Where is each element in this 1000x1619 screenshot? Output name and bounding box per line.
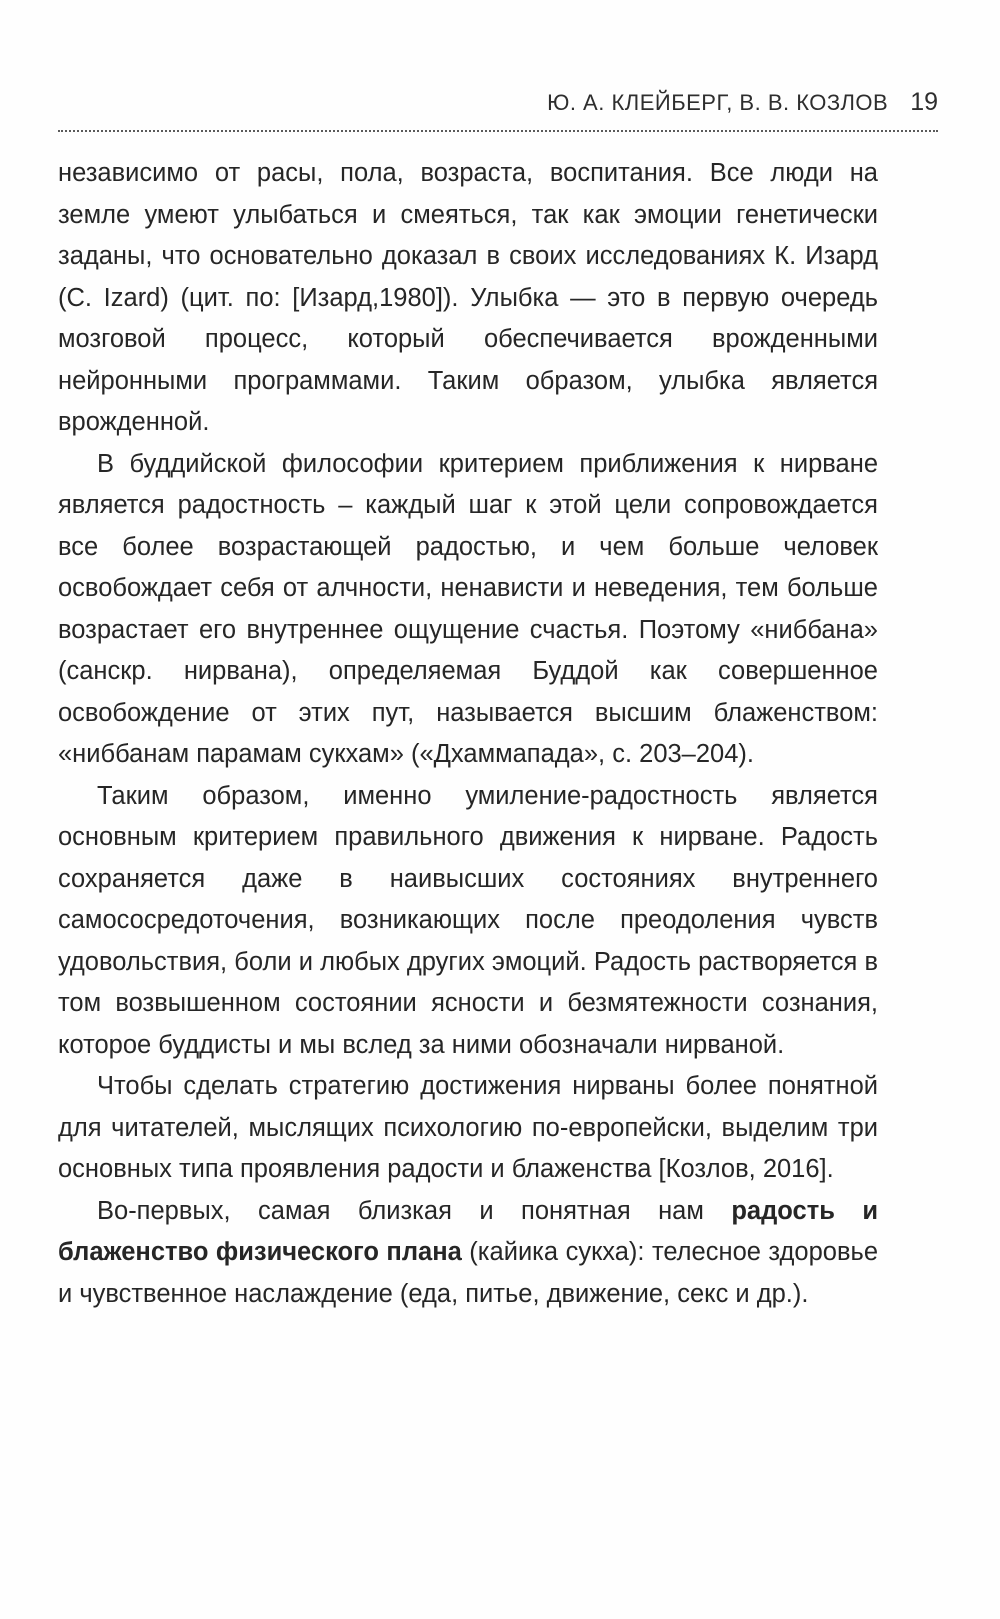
paragraph-physical-joy-emphasis: радость и блаженство физического плана: [58, 1196, 878, 1266]
page-number: 19: [910, 88, 938, 116]
paragraph-physical-joy-lead: Во-первых, самая близкая и понятная нам: [97, 1196, 732, 1225]
running-head-authors: Ю. А. КЛЕЙБЕРГ, В. В. КОЗЛОВ: [547, 90, 889, 115]
paragraph-physical-joy: [58, 1191, 878, 1316]
running-head: [58, 88, 938, 124]
paragraph-joy-criterion: Таким образом, именно умиление-радостность является основным критерием правильного движения к нирване. Радость сохраняется даже в наивысших состояниях внутреннего самососредоточения, возникающих после преодоления чувств удовольствия, боли и любых других эмоций. Радость растворяется в том возвышенном состоянии ясности и безмятежности сознания, которое буддисты и мы вслед за ними обозначали нирваной.: [58, 781, 878, 1059]
paragraph-continuation: независимо от расы, пола, возраста, воспитания. Все люди на земле умеют улыбаться и смеяться, так как эмоции генетически заданы, что основательно доказал в своих исследованиях К. Изард (C. Izard) (цит. по: [Изард,1980]). Улыбка — это в первую очередь мозговой процесс, который обеспечивается врожденными нейронными программами. Таким образом, улыбка является врожденной.: [58, 159, 878, 436]
paragraph-three-types: Чтобы сделать стратегию достижения нирваны более понятной для читателей, мыслящих психологию по-европейски, выделим три основных типа проявления радости и блаженства [Козлов, 2016].: [58, 1072, 878, 1183]
paragraph-physical-joy-tail: (кайика сукха): телесное здоровье и чувственное наслаждение (еда, питье, движение, секс и др.).: [58, 1238, 878, 1308]
body-text: [58, 153, 878, 1315]
paragraph-buddhist-philosophy: В буддийской философии критерием приближения к нирване является радостность – каждый шаг к этой цели сопровождается все более возрастающей радостью, и чем больше человек освобождает себя от алчности, ненависти и неведения, тем больше возрастает его внутреннее ощущение счастья. Поэтому «ниббана» (санскр. нирвана), определяемая Буддой как совершенное освобождение от этих пут, называется высшим блаженством: «ниббанам парамам сукхам» («Дхаммапада», с. 203–204).: [58, 449, 878, 768]
header-dotted-rule: [58, 130, 938, 132]
